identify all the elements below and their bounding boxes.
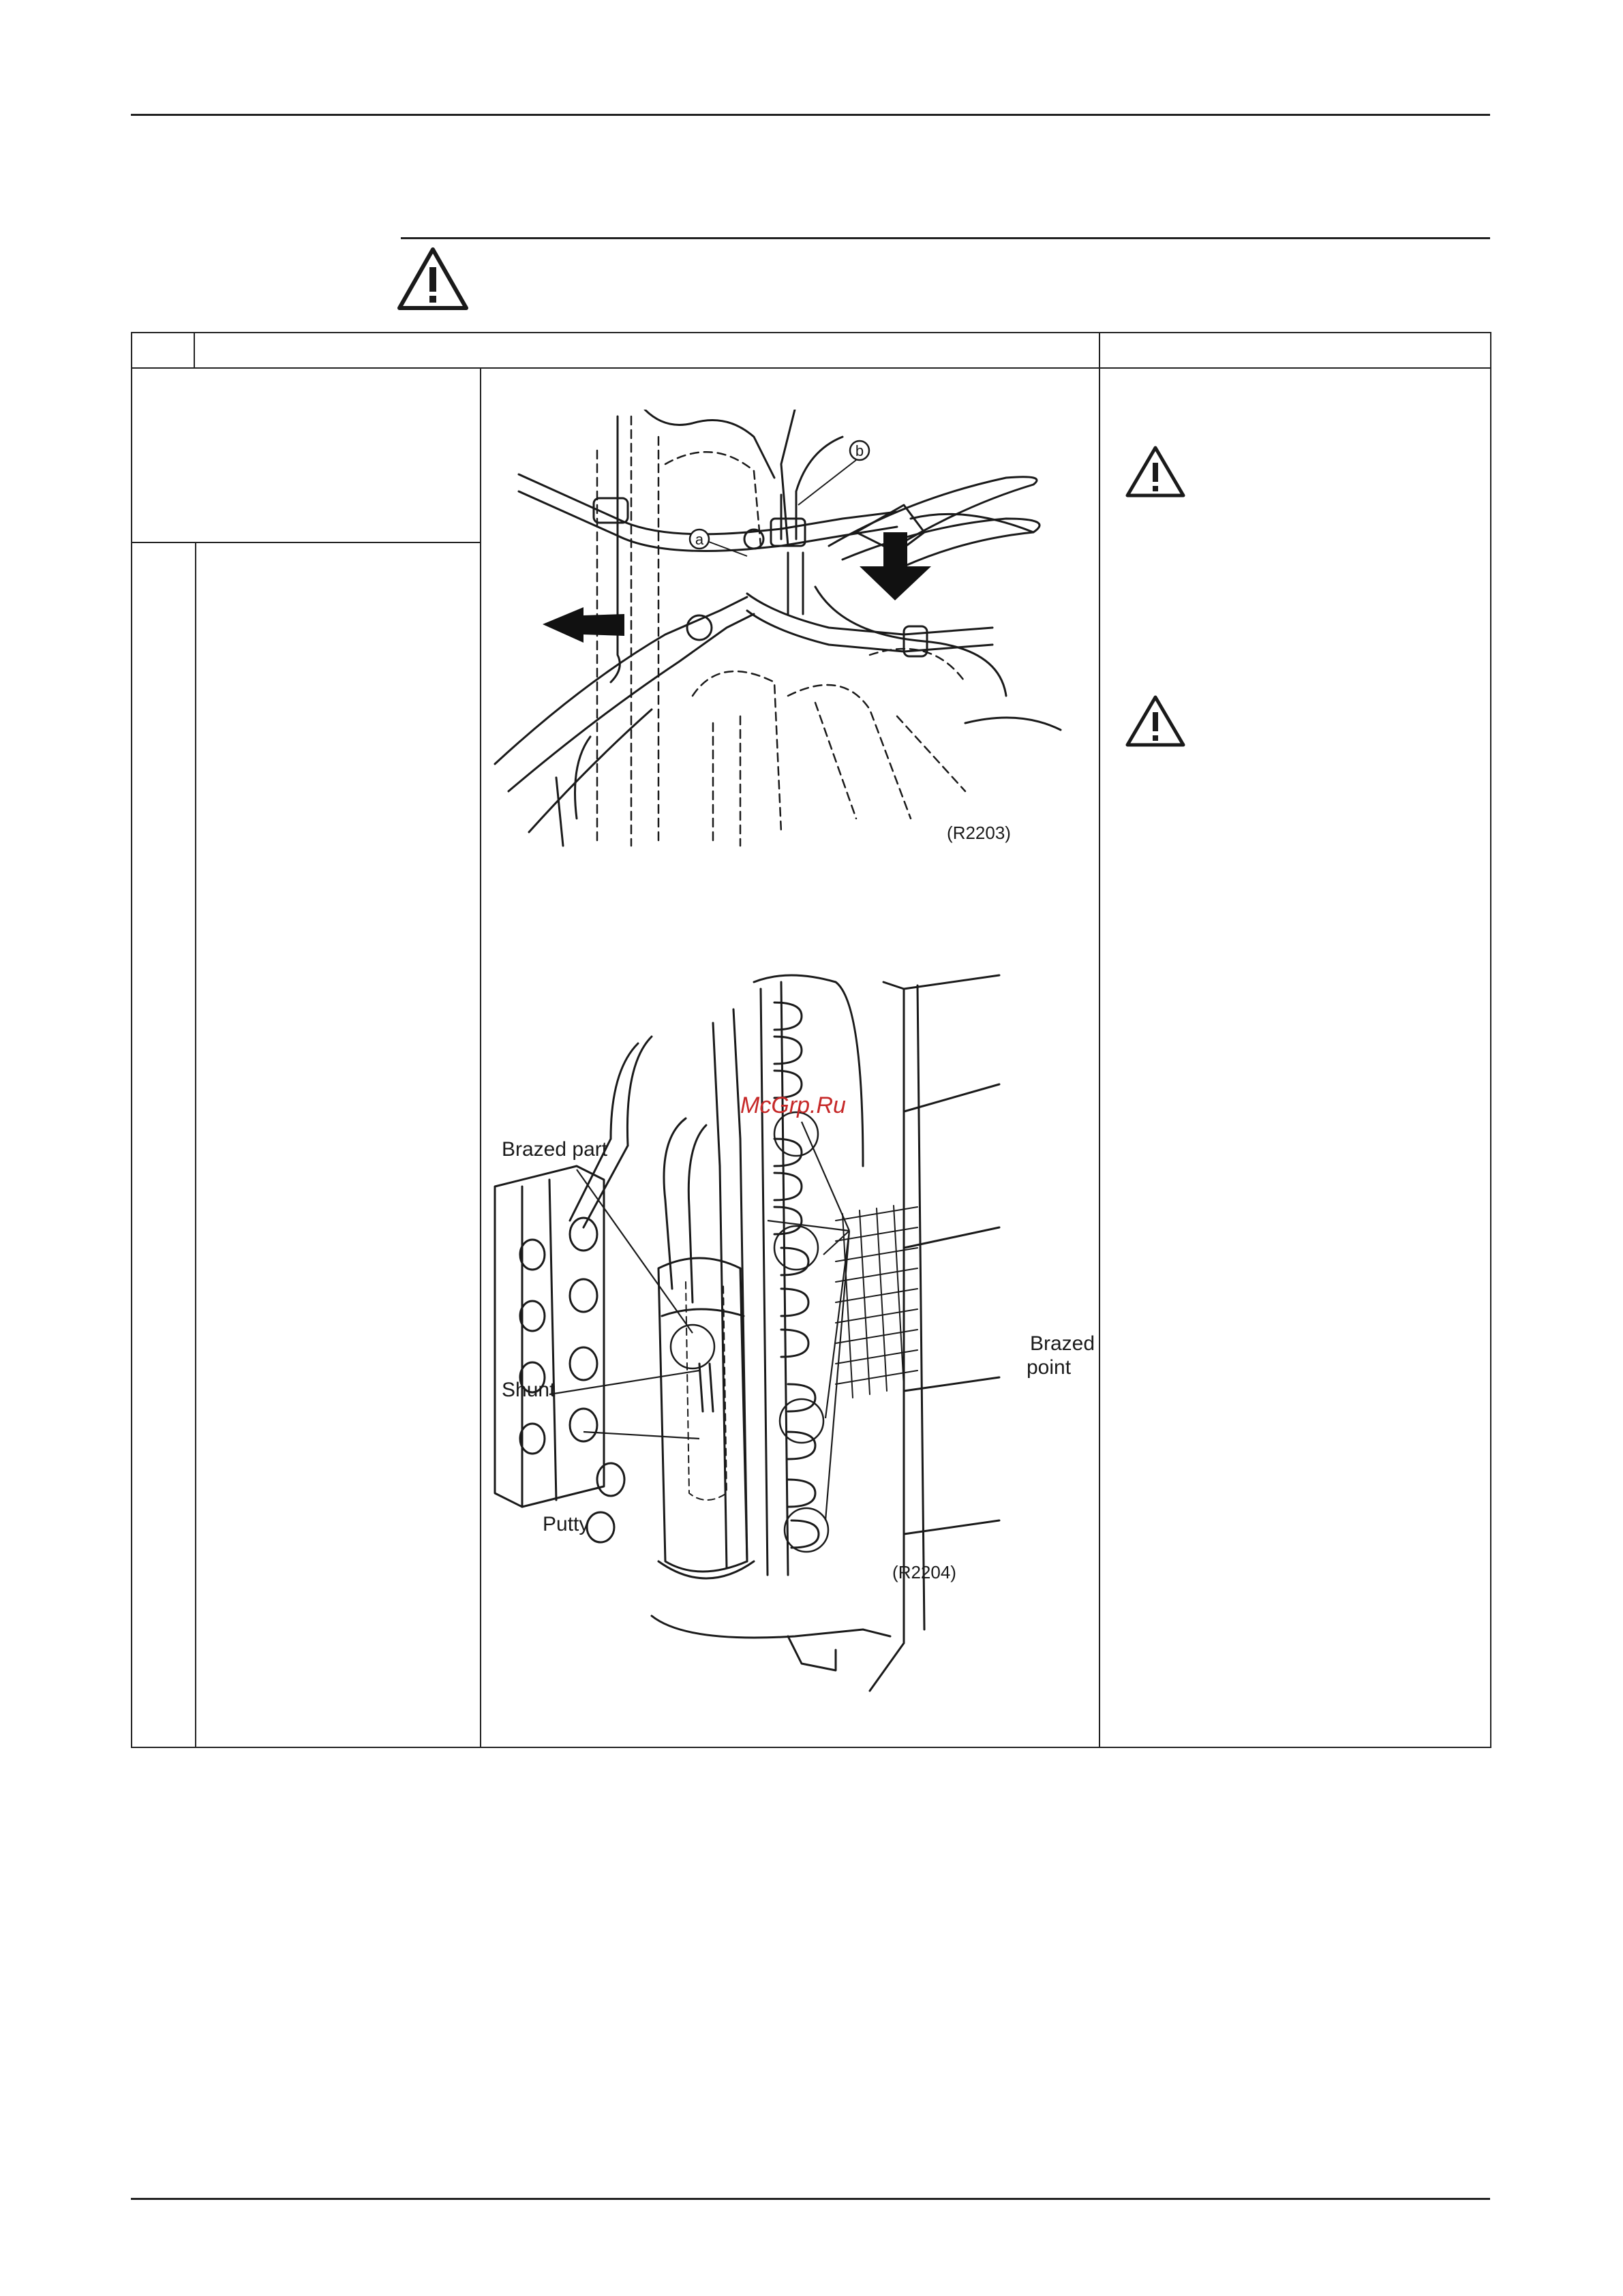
warning-triangle-icon	[395, 245, 470, 313]
pipe-removal-illustration	[488, 410, 1088, 880]
procedure-table	[131, 332, 1491, 1748]
figure-id-r2203: (R2203)	[947, 823, 1011, 843]
table-header-row	[132, 333, 1491, 368]
watermark: McGrp.Ru	[740, 1092, 846, 1118]
label-brazed-point-2: point	[1027, 1356, 1072, 1379]
label-brazed-point-1: Brazed	[1030, 1332, 1095, 1355]
label-brazed-part: Brazed part	[502, 1138, 608, 1161]
label-putty: Putty	[543, 1513, 590, 1535]
step-cell	[132, 368, 481, 1747]
header-rule	[131, 114, 1490, 116]
caution-rule	[401, 237, 1490, 239]
warning-triangle-icon	[1125, 445, 1186, 500]
brazed-points-illustration	[481, 962, 1100, 1745]
label-shunt: Shunt	[502, 1379, 556, 1401]
table-row	[132, 368, 1491, 1747]
figure-id-r2204: (R2204)	[892, 1562, 956, 1582]
caution-cell	[1099, 368, 1491, 1747]
figure-cell	[481, 368, 1099, 1747]
callout-a: a	[695, 531, 704, 548]
step-divider-col	[195, 542, 196, 1747]
header-step	[132, 333, 194, 368]
header-points	[1099, 333, 1491, 368]
warning-triangle-icon	[1125, 694, 1186, 749]
header-procedure	[194, 333, 1099, 368]
callout-b: b	[855, 442, 864, 459]
footer-rule	[131, 2198, 1490, 2200]
step-divider-top	[132, 542, 480, 543]
